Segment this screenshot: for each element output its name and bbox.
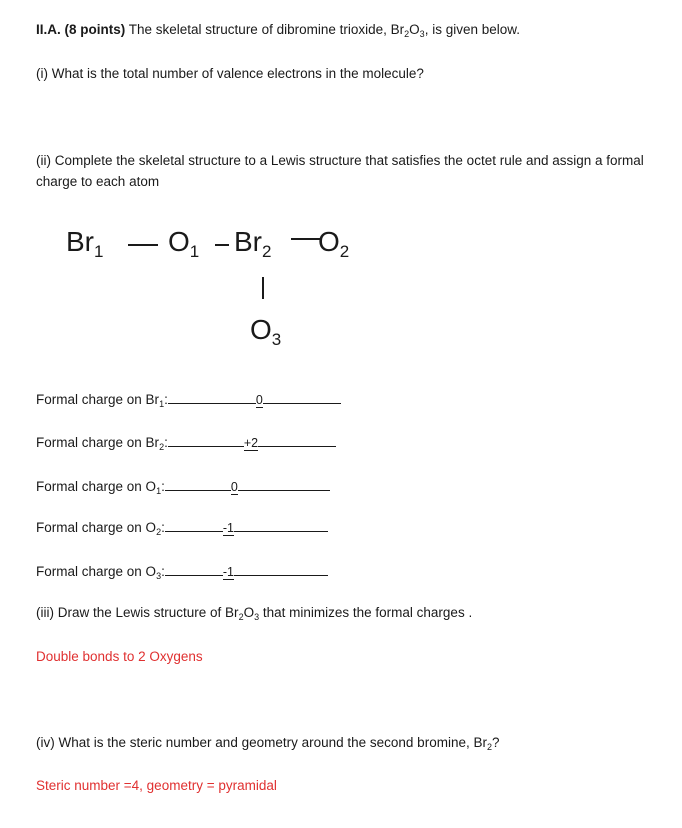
formal-charge-o2-answer: -1 bbox=[222, 521, 234, 535]
atom-o3: $O_3$ bbox=[250, 314, 282, 349]
formal-charge-br2: Formal charge on $Br_2$: +2 bbox=[36, 434, 336, 450]
bond-br2-o3 bbox=[262, 277, 264, 299]
formal-charge-o3: Formal charge on $O_3$: -1 bbox=[36, 563, 328, 579]
formal-charge-o1-answer: 0 bbox=[230, 480, 238, 494]
formal-charge-o1: Formal charge on $O_1$: 0 bbox=[36, 478, 330, 494]
formal-charge-br1: Formal charge on $Br_1$: 0 bbox=[36, 391, 341, 407]
bond-br1-o1 bbox=[128, 244, 158, 246]
question-label: II.A. (8 points) bbox=[36, 22, 126, 37]
answer-iii: Double bonds to 2 Oxygens bbox=[36, 649, 203, 664]
formal-charge-br1-answer: 0 bbox=[255, 393, 263, 407]
formal-charge-br2-answer: +2 bbox=[243, 436, 259, 450]
formal-charge-o3-answer: -1 bbox=[222, 565, 234, 579]
answer-iv: Steric number =4, geometry = pyramidal bbox=[36, 778, 277, 793]
atom-br2: $Br_2$ bbox=[234, 226, 272, 261]
atom-o2: $O_2$ bbox=[318, 226, 350, 261]
bond-br2-o2 bbox=[291, 238, 321, 240]
atom-br1: $Br_1$ bbox=[66, 226, 104, 261]
question-i: (i) What is the total number of valence electrons in the molecule? bbox=[36, 66, 424, 81]
atom-o1: $O_1$ bbox=[168, 226, 200, 261]
bond-o1-br2 bbox=[215, 244, 229, 246]
question-iii: (iii) Draw the Lewis structure of $Br_2O_3$ that minimizes the formal charges . bbox=[36, 605, 473, 622]
formal-charge-o2: Formal charge on $O_2$: -1 bbox=[36, 519, 328, 535]
question-header: II.A. (8 points) The skeletal structure of dibromine trioxide, $Br_2O_3$, is given below. bbox=[36, 22, 520, 39]
question-ii: (ii) Complete the skeletal structure to a Lewis structure that satisfies the octet rule and assign a formal charge to each atom bbox=[36, 153, 644, 189]
question-iv: (iv) What is the steric number and geometry around the second bromine, $Br_2$? bbox=[36, 735, 500, 752]
